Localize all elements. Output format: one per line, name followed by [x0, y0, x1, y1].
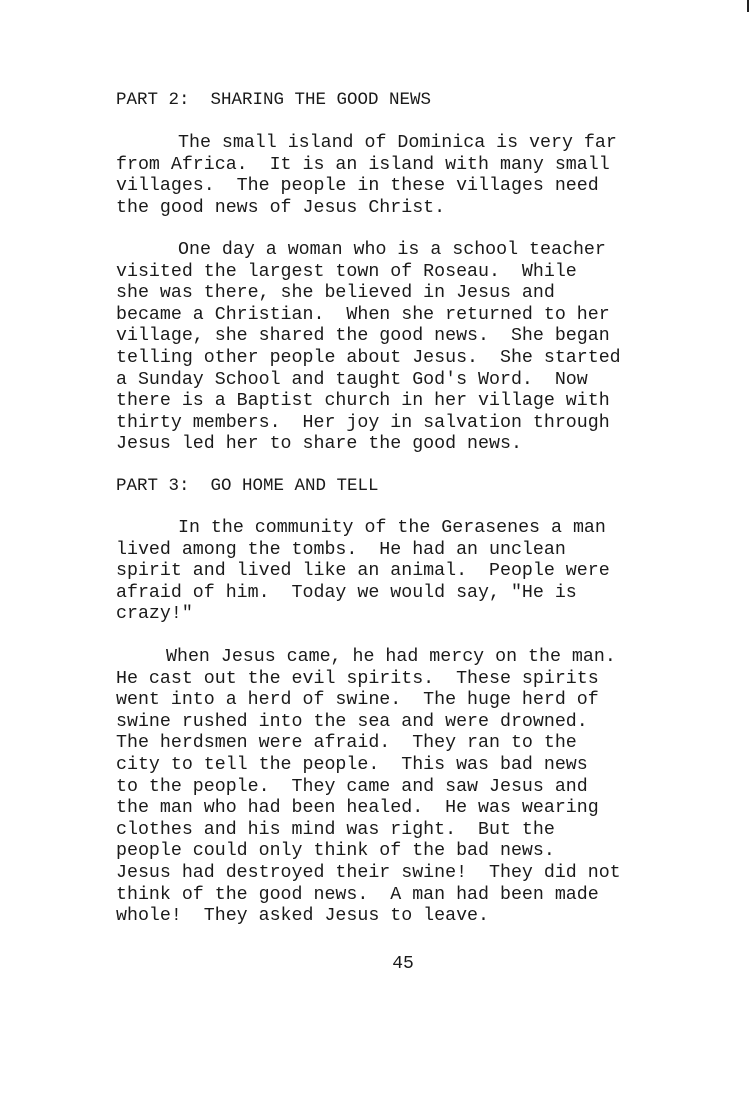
- text-line: village, she shared the good news. She began: [116, 326, 610, 347]
- text-line: Jesus had destroyed their swine! They did not: [116, 862, 621, 883]
- text-line: When Jesus came, he had mercy on the man.: [166, 647, 616, 667]
- text-line: there is a Baptist church in her village with: [116, 391, 610, 412]
- text-line: He cast out the evil spirits. These spirits: [116, 668, 599, 689]
- text-line: whole! They asked Jesus to leave.: [116, 906, 489, 927]
- text-line: villages. The people in these villages need: [116, 176, 599, 197]
- text-line: the good news of Jesus Christ.: [116, 197, 446, 218]
- section-heading-part-3: PART 3: GO HOME AND TELL: [116, 476, 379, 496]
- text-line: to the people. They came and saw Jesus and: [116, 776, 588, 797]
- text-line: afraid of him. Today we would say, "He is: [116, 582, 577, 603]
- paragraph-jesus-mercy: [116, 647, 716, 928]
- text-line: she was there, she believed in Jesus and: [116, 283, 555, 304]
- text-line: In the community of the Gerasenes a man: [178, 518, 606, 538]
- text-line: visited the largest town of Roseau. While: [116, 261, 577, 282]
- paragraph-school-teacher: [116, 240, 716, 456]
- text-line: from Africa. It is an island with many small: [116, 154, 610, 175]
- text-line: The small island of Dominica is very far: [178, 133, 617, 153]
- text-line: crazy!": [116, 604, 193, 625]
- text-line: went into a herd of swine. The huge herd of: [116, 690, 599, 711]
- paragraph-dominica: [116, 133, 716, 219]
- text-line: One day a woman who is a school teacher: [178, 240, 606, 260]
- text-line: telling other people about Jesus. She started: [116, 347, 621, 368]
- page-number: 45: [392, 954, 414, 974]
- text-line: thirty members. Her joy in salvation through: [116, 412, 610, 433]
- text-line: a Sunday School and taught God's Word. Now: [116, 369, 588, 390]
- text-line: clothes and his mind was right. But the: [116, 819, 555, 840]
- text-line: city to tell the people. This was bad news: [116, 754, 588, 775]
- paragraph-gerasenes: [116, 518, 716, 626]
- text-line: became a Christian. When she returned to her: [116, 304, 610, 325]
- text-line: swine rushed into the sea and were drowned.: [116, 711, 588, 732]
- text-line: lived among the tombs. He had an unclean: [116, 539, 566, 560]
- section-heading-part-2: PART 2: SHARING THE GOOD NEWS: [116, 90, 432, 110]
- text-line: think of the good news. A man had been made: [116, 884, 599, 905]
- text-line: spirit and lived like an animal. People were: [116, 561, 610, 582]
- text-line: The herdsmen were afraid. They ran to the: [116, 733, 577, 754]
- text-line: Jesus led her to share the good news.: [116, 434, 522, 455]
- text-line: the man who had been healed. He was wearing: [116, 798, 599, 819]
- text-line: people could only think of the bad news.: [116, 841, 555, 862]
